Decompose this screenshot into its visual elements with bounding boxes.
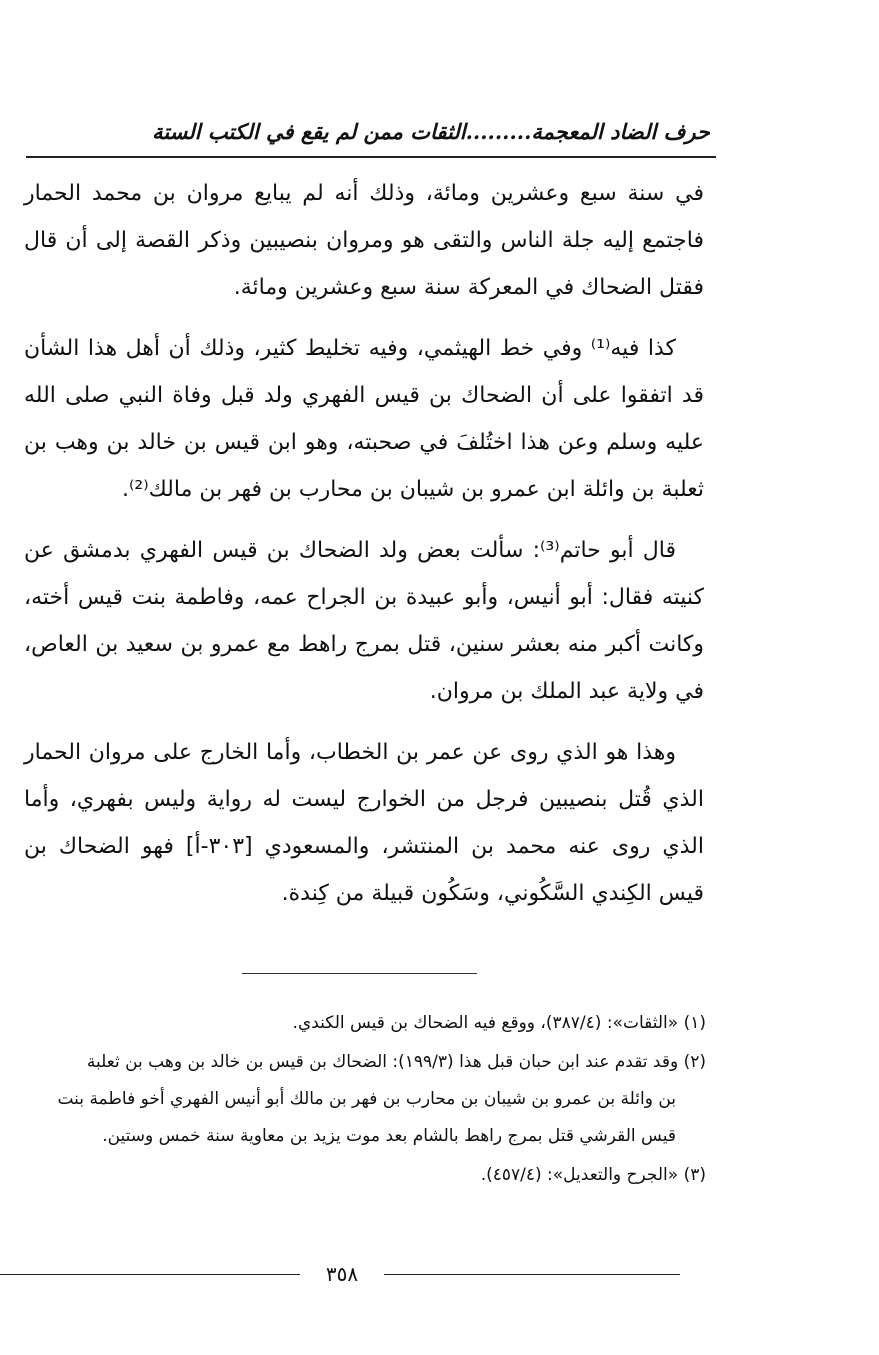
paragraph: في سنة سبع وعشرين ومائة، وذلك أنه لم يبايع مروان بن محمد الحمار فاجتمع إليه جلة الناس والتقى هو ومروان بنصيبين وذكر القصة إلى أن قال فقتل الضحاك في المعركة سنة سبع وعشرين ومائة. <box>24 181 704 300</box>
footer-rule <box>384 1274 680 1275</box>
footnotes <box>0 1005 706 1196</box>
footnote-3 <box>0 1157 706 1194</box>
footnote-line: (١) «الثقات»: (٣٨٧/٤)، ووقع فيه الضحاك بن قيس الكندي. <box>292 1013 706 1033</box>
footnote-divider <box>242 973 477 974</box>
footnote-line: (٣) «الجرح والتعديل»: (٤٥٧/٤). <box>480 1165 706 1185</box>
footnote-line: قيس القرشي قتل بمرج راهط بالشام بعد موت يزيد بن معاوية سنة خمس وستين. <box>102 1126 676 1146</box>
paragraph: قال أبو حاتم⁽³⁾: سألت بعض ولد الضحاك بن قيس الفهري بدمشق عن كنيته فقال: أبو أنيس، وأبو عبيدة بن الجراح عمه، وفاطمة بنت قيس أخته، وكانت أكبر منه بعشر سنين، قتل بمرج راهط مع عمرو بن سعيد بن العاص، في ولاية عبد الملك بن مروان. <box>24 538 704 704</box>
footnote-1 <box>0 1005 706 1042</box>
paragraph: كذا فيه⁽¹⁾ وفي خط الهيثمي، وفيه تخليط كثير، وذلك أن أهل هذا الشأن قد اتفقوا على أن الضحاك بن قيس الفهري ولد قبل وفاة النبي صلى الله عليه وسلم وعن هذا اختُلفَ في صحبته، وهو ابن قيس بن خالد بن وهب بن ثعلبة بن وائلة ابن عمرو بن شيبان بن محارب بن فهر بن مالك⁽²⁾. <box>24 336 704 502</box>
running-header: حرف الضاد المعجمة.........الثقات ممن لم يقع في الكتب الستة <box>152 119 710 144</box>
page-number: ٣٥٨ <box>325 1262 359 1286</box>
footer-rule <box>0 1274 300 1275</box>
page-footer <box>0 1262 879 1292</box>
main-text <box>24 170 704 931</box>
header-divider <box>26 156 716 158</box>
footnote-line: بن وائلة بن عمرو بن شيبان بن محارب بن فهر بن مالك أبو أنيس الفهري أخو فاطمة بنت <box>57 1089 676 1109</box>
paragraph: وهذا هو الذي روى عن عمر بن الخطاب، وأما الخارج على مروان الحمار الذي قُتل بنصيبين فرجل من الخوارج ليست له رواية وليس بفهري، وأما الذي روى عنه محمد بن المنتشر، والمسعودي [٣٠٣-أ] فهو الضحاك بن قيس الكِندي السَّكُوني، وسَكُون قبيلة من كِندة. <box>24 740 705 906</box>
footnote-line: (٢) وقد تقدم عند ابن حبان قبل هذا (١٩٩/٣): الضحاك بن قيس بن خالد بن وهب بن ثعلبة <box>86 1052 706 1072</box>
footnote-2 <box>0 1044 706 1155</box>
